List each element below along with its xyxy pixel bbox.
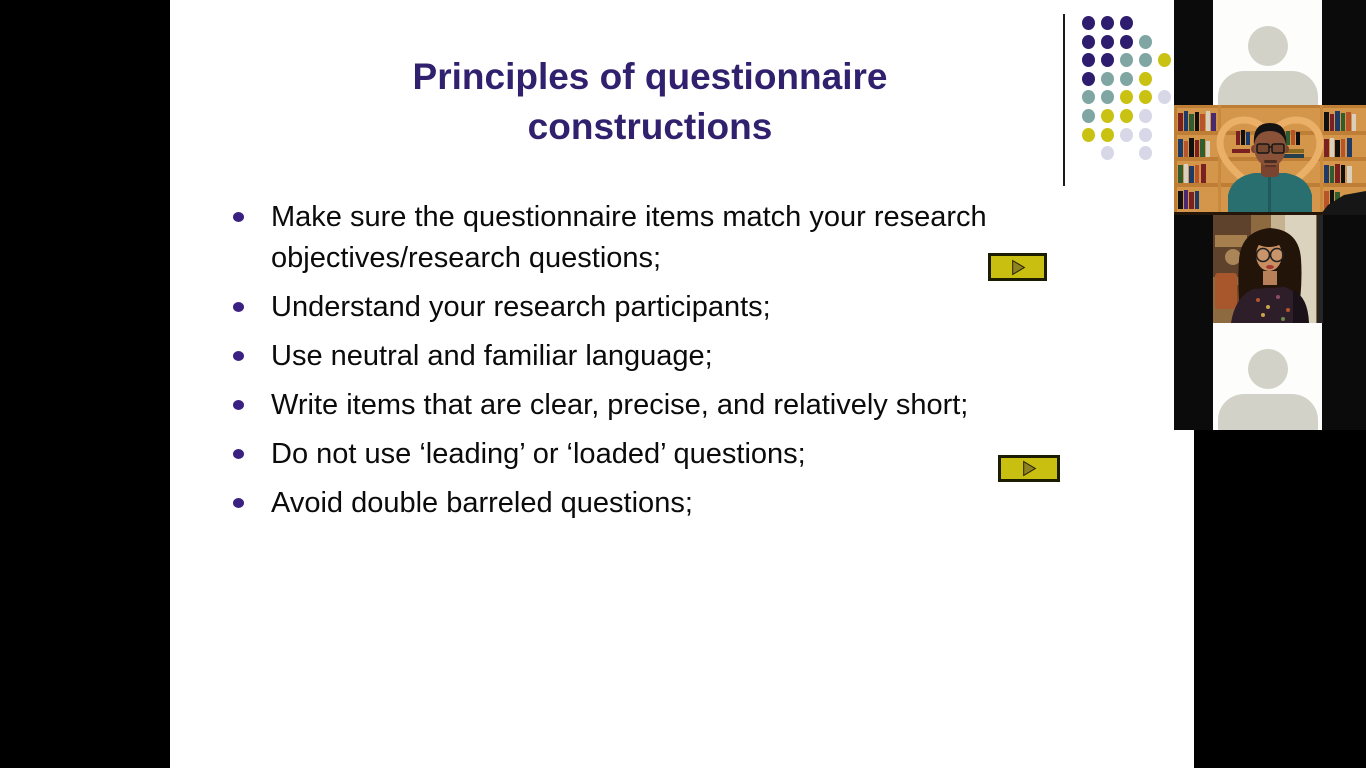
participants-sidebar — [1174, 0, 1366, 430]
dot — [1101, 35, 1114, 49]
dot — [1139, 109, 1152, 123]
avatar-placeholder — [1213, 323, 1322, 430]
dot — [1120, 35, 1133, 49]
dot — [1139, 35, 1152, 49]
participant-tile-1[interactable] — [1174, 0, 1366, 105]
dot — [1120, 109, 1133, 123]
dot — [1120, 90, 1133, 104]
dot — [1101, 72, 1114, 86]
dot — [1158, 90, 1171, 104]
vertical-divider-line — [1063, 14, 1065, 186]
dot — [1139, 72, 1152, 86]
dot — [1101, 109, 1114, 123]
dot — [1082, 128, 1095, 142]
slide-title: Principles of questionnaire constructions — [412, 56, 888, 147]
dot — [1139, 128, 1152, 142]
participant-tile-4[interactable] — [1174, 323, 1366, 430]
participant-video-cafe — [1213, 215, 1323, 323]
list-item: Do not use ‘leading’ or ‘loaded’ questions; — [233, 434, 1138, 475]
person-silhouette-shoulders — [1218, 394, 1318, 430]
dot — [1101, 90, 1114, 104]
participant-tile-3[interactable] — [1174, 215, 1366, 323]
person-silhouette-shoulders — [1218, 71, 1318, 105]
title-block — [170, 52, 1130, 152]
play-button-1[interactable] — [988, 253, 1047, 281]
dot — [1082, 16, 1095, 30]
list-item: Use neutral and familiar language; — [233, 336, 1138, 377]
play-icon — [1007, 259, 1029, 276]
list-item: Understand your research participants; — [233, 287, 1138, 328]
dot — [1120, 72, 1133, 86]
dot-pattern-decoration — [1082, 16, 1182, 176]
video-card — [1213, 215, 1323, 323]
dot — [1101, 16, 1114, 30]
cafe-chair — [1215, 273, 1237, 309]
dot — [1082, 90, 1095, 104]
slide-canvas — [170, 0, 1194, 768]
dot — [1139, 146, 1152, 160]
dot — [1082, 35, 1095, 49]
dot — [1082, 53, 1095, 67]
play-icon — [1018, 460, 1040, 477]
dot — [1101, 146, 1114, 160]
dot — [1120, 128, 1133, 142]
avatar-placeholder — [1213, 0, 1322, 105]
dot — [1082, 109, 1095, 123]
person-silhouette-icon — [1248, 349, 1288, 389]
participant-tile-2[interactable] — [1174, 105, 1366, 215]
person-silhouette-icon — [1248, 26, 1288, 66]
list-item: Avoid double barreled questions; — [233, 483, 1138, 524]
list-item: Make sure the questionnaire items match your research objectives/research questions; — [233, 197, 1138, 279]
dot — [1101, 53, 1114, 67]
play-button-2[interactable] — [998, 455, 1060, 482]
dot — [1082, 72, 1095, 86]
dot — [1101, 128, 1114, 142]
dot — [1158, 53, 1171, 67]
dot — [1139, 53, 1152, 67]
dot — [1139, 90, 1152, 104]
dot — [1120, 16, 1133, 30]
dot — [1120, 53, 1133, 67]
participant-video-bookshelf — [1174, 105, 1366, 215]
list-item: Write items that are clear, precise, and relatively short; — [233, 385, 1138, 426]
